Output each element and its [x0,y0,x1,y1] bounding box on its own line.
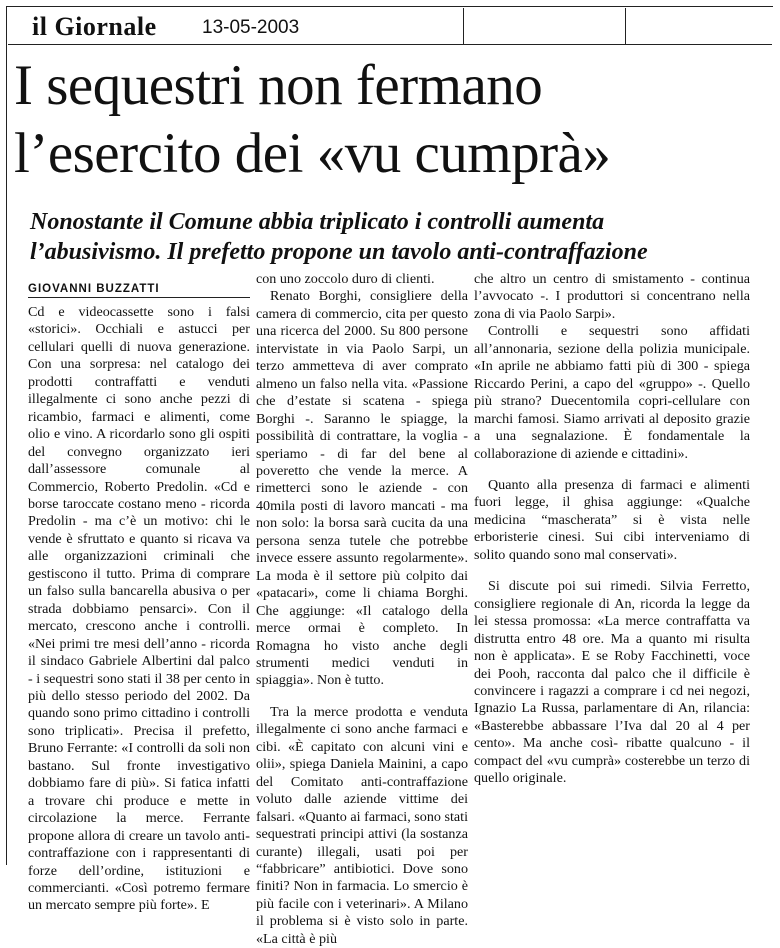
byline: GIOVANNI BUZZATTI [28,283,160,295]
headline-line-2: l’esercito dei «vu cumprà» [14,122,611,185]
paragraph: Renato Borghi, consigliere della camera di commercio, cita per questo una ricerca del 2000. Su 800 persone intervistate in via Paolo Sarpi, un terzo ammetteva di aver comprato almeno un falso nella vita. «Passione che d’estate si scatena - spiega Borghi -. Saranno le spiagge, la possibilità di contrattare, la voglia - speriamo - di far del bene al poveretto che vende la merce. A rimetterci sono le aziende - con 40mila posti di lavoro mancati - ma non solo: la borsa sarà cucita da una persona senza tutele che potrebbe invece essere assunto regolarmente». La moda è il settore più colpito dai «patacari», come li chiama Borghi. Che aggiunge: «Il catalogo della merce ormai è completo. In Romagna ho visto anche degli strumenti medici venduti in spiaggia». Non è tutto. [256,288,468,689]
masthead-divider [625,8,626,44]
paragraph: Quanto alla presenza di farmaci e alimenti fuori legge, il ghisa aggiunge: «Qualche medicina “mascherata” si è vista nelle erboristerie cinesi. Sui cibi interveniamo di solito quando sono mal conservati». [474,476,750,563]
paragraph: Controlli e sequestri sono affidati all’annonaria, sezione della polizia municipale. «In aprile ne abbiamo fatti più di 300 - spiega Riccardo Perini, a capo del «gruppo» -. Quello più strano? Duecentomila copri-cellulare con marchi famosi. Siamo arrivati al deposito grazie a una segnalazione. È fondamentale la collaborazione di aziende e cittadini». [474,323,750,462]
article-column-1 [28,304,250,915]
newspaper-name: il Giornale [32,12,157,41]
paragraph: con uno zoccolo duro di clienti. [256,271,435,287]
paragraph: che altro un centro di smistamento - continua l’avvocato -. I produttori si concentrano nella zona di via Paolo Sarpi». [474,271,750,322]
article-column-2 [256,271,468,948]
paragraph: Tra la merce prodotta e venduta illegalmente ci sono anche farmaci e cibi. «È capitato con alcuni vini e olii», spiega Daniela Mainini, a capo del Comitato anti-contraffazione voluto dalle aziende vittime dei falsari. «Quanto ai farmaci, sono stati sequestrati principi attivi (la sostanza curante) illegali, usati poi per “fabbricare” antibiotici. Dove sono finiti? Non in farmacia. Lo smercio è più facile con i veterinari». A Milano il problema si è visto solo in parte. «La città è più [256,703,468,947]
paragraph: Cd e videocassette sono i falsi «storici». Occhiali e astucci per cellulari quelli di nuova generazione. Con una sorpresa: nel catalogo dei prodotti contraffatti e venduti illegalmente ci sono anche pezzi di ricambio, farmaci e alimenti, come olio e vino. A ricordarlo sono gli ospiti del convegno organizzato ieri dall’assessore comunale al Commercio, Roberto Predolin. «Cd e borse taroccate costano meno - ricorda Predolin - ma c’è un motivo: chi le vende è sfruttato e quanto si ricava va alle organizzazioni criminali che gestiscono il tutto. Prima di comprare un falso sulla bancarella abusiva o per strada dobbiamo pensarci». Con il mercato, crescono anche i controlli. «Nei primi tre mesi dell’anno - ricorda il sindaco Gabriele Albertini dal palco - i sequestri sono stati il 38 per cento in più dello stesso periodo del 2002. Da quando sono primo cittadino i controlli sono triplicati». Precisa il prefetto, Bruno Ferrante: «I controlli da soli non bastano. Sul fronte investigativo dobbiamo fare di più». Si fatica infatti a trovare chi produce e mette in circolazione la merce. Ferrante propone allora di creare un tavolo anti-contraffazione con i rappresentanti di forze dell’ordine, istituzioni e commercianti. «Così potremo fermare un mercato sempre più forte». E [28,304,250,914]
publication-date: 13-05-2003 [202,17,300,38]
subheadline-line-2: l’abusivismo. Il prefetto propone un tavolo anti-contraffazione [30,239,648,265]
masthead [8,8,772,45]
headline-line-1: I sequestri non fermano [14,54,543,117]
byline-rule [28,297,250,298]
article-column-3 [474,271,750,788]
subheadline-line-1: Nonostante il Comune abbia triplicato i controlli aumenta [30,209,605,235]
paragraph: Si discute poi sui rimedi. Silvia Ferretto, consigliere regionale di An, ricorda la legge da lei stessa promossa: «La merce contraffatta va distrutta entro 48 ore. Ma a quanto mi risulta non è applicata». E se Roby Facchinetti, voce dei Pooh, racconta dal palco che il difficile è convincere i ragazzi a comprare i cd nei negozi, Ignazio La Russa, parlamentare di An, rilancia: «Basterebbe abbassare l’Iva dal 20 al 4 per cento». Ma anche così- ribatte qualcuno - il compact del «vu cumprà» costerebbe un terzo di quello originale. [474,578,750,787]
masthead-divider [463,8,464,44]
